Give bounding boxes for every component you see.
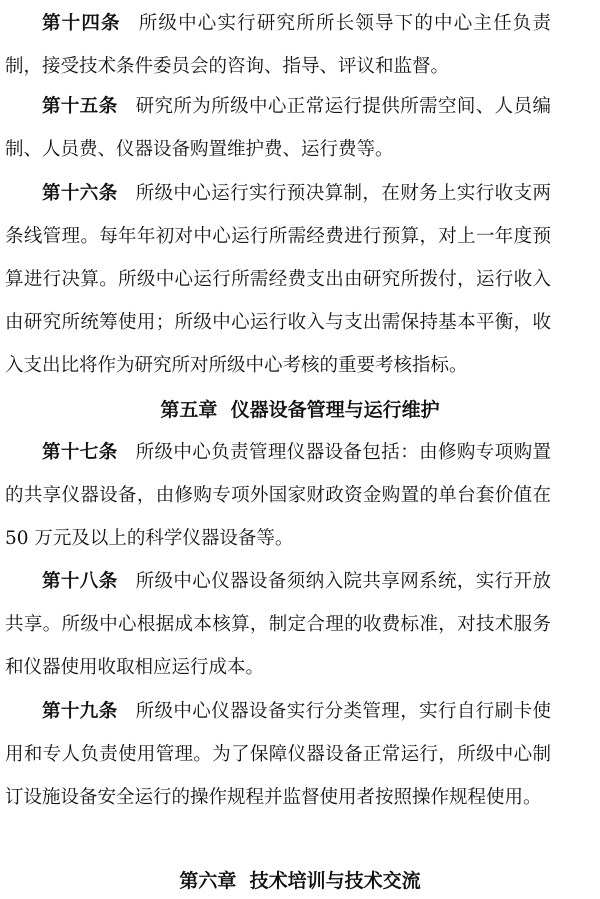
article-text: 所级中心实行研究所所长领导下的中心主任负责制，接受技术条件委员会的咨询、指导、评议和监督。 bbox=[5, 13, 551, 77]
article-label: 第十九条 bbox=[42, 701, 118, 722]
chapter-title: 技术培训与技术交流 bbox=[249, 870, 421, 892]
chapter-title: 仪器设备管理与运行维护 bbox=[230, 399, 440, 421]
article-text: 所级中心仪器设备实行分类管理，实行自行刷卡使用和专人负责使用管理。为了保障仪器设备正常运行，所级中心制订设施设备安全运行的操作规程并监督使用者按照操作规程使用。 bbox=[5, 701, 551, 808]
chapter-heading-5 bbox=[0, 395, 600, 425]
article-16 bbox=[5, 172, 551, 387]
article-17 bbox=[5, 431, 551, 560]
article-text: 所级中心运行实行预决算制，在财务上实行收支两条线管理。每年年初对中心运行所需经费进行预算，对上一年度预算进行决算。所级中心运行所需经费支出由研究所拨付，运行收入由研究所统筹使用；所级中心运行收入与支出需保持基本平衡，收入支出比将作为研究所对所级中心考核的重要考核指标。 bbox=[5, 183, 551, 376]
chapter-number: 第六章 bbox=[179, 870, 237, 892]
article-label: 第十七条 bbox=[42, 442, 118, 463]
article-label: 第十八条 bbox=[42, 571, 118, 592]
article-label: 第十四条 bbox=[42, 13, 121, 34]
article-14 bbox=[5, 2, 551, 88]
article-label: 第十五条 bbox=[42, 96, 118, 117]
article-15 bbox=[5, 85, 551, 171]
article-19 bbox=[5, 690, 551, 819]
chapter-heading-6 bbox=[0, 866, 600, 896]
article-text: 研究所为所级中心正常运行提供所需空间、人员编制、人员费、仪器设备购置维护费、运行费等。 bbox=[5, 96, 551, 160]
article-18 bbox=[5, 560, 551, 689]
article-text: 所级中心仪器设备须纳入院共享网系统，实行开放共享。所级中心根据成本核算，制定合理的收费标准，对技术服务和仪器使用收取相应运行成本。 bbox=[5, 571, 551, 678]
chapter-number: 第五章 bbox=[160, 399, 218, 421]
article-label: 第十六条 bbox=[42, 183, 118, 204]
article-text: 所级中心负责管理仪器设备包括：由修购专项购置的共享仪器设备，由修购专项外国家财政资金购置的单台套价值在 50 万元及以上的科学仪器设备等。 bbox=[5, 442, 551, 549]
